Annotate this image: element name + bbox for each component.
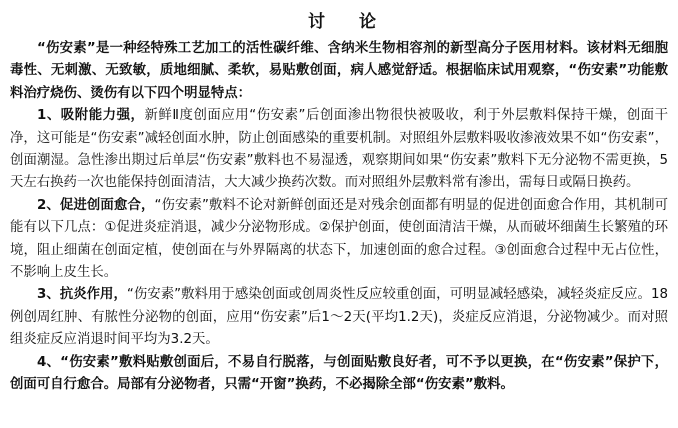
point-body-4: 4、“伤安素”敷料贴敷创面后，不易自行脱落，与创面贴敷良好者，可不予以更换，在“伤安素”保护下，创面可自行愈合。局部有分泌物者，只需“开窗”换药，不必揭除全部“伤安素”敷料。 bbox=[10, 354, 668, 393]
point-paragraph-3 bbox=[10, 284, 668, 351]
point-heading-3: 3、抗炎作用， bbox=[37, 287, 127, 303]
intro-paragraph: “伤安素”是一种经特殊工艺加工的活性碳纤维、含纳米生物相容剂的新型高分子医用材料。该材料无细胞毒性、无刺激、无致敏，质地细腻、柔软，易贴敷创面，病人感觉舒适。根据临床试用观察，“伤安素”功能敷料治疗烧伤、烫伤有以下四个明显特点： bbox=[10, 41, 668, 101]
page-title: 讨 论 bbox=[308, 12, 390, 32]
point-body-3: “伤安素”敷料用于感染创面或创周炎性反应较重创面，可明显减轻感染，减轻炎症反应。18例创周红肿、有脓性分泌物的创面，应用“伤安素”后1～2天(平均1.2天)，炎症反应消退，分泌物减少。而对照组炎症反应消退时间平均为3.2天。 bbox=[10, 287, 668, 348]
point-paragraph-4 bbox=[10, 352, 668, 397]
point-paragraph-1 bbox=[10, 105, 668, 195]
point-paragraph-2 bbox=[10, 195, 668, 285]
point-body-1: 新鲜Ⅱ度创面应用“伤安素”后创面渗出物很快被吸收，利于外层敷料保持干燥，创面干净，这可能是“伤安素”减轻创面水肿，防止创面感染的重要机制。对照组外层敷料吸收渗液效果不如“伤安素”，创面潮湿。急性渗出期过后单层“伤安素”敷料也不易湿透，观察期间如果“伤安素”敷料下无分泌物不需更换，5天左右换药一次也能保持创面清洁，大大减少换药次数。而对照组外层敷料常有渗出，需每日或隔日换药。 bbox=[10, 108, 668, 191]
point-body-2: “伤安素”敷料不论对新鲜创面还是对残余创面都有明显的促进创面愈合作用，其机制可能有以下几点：①促进炎症消退，减少分泌物形成。②保护创面，使创面清洁干燥，从而破坏细菌生长繁殖的环境，阻止细菌在创面定植，使创面在与外界隔离的状态下，加速创面的愈合过程。③创面愈合过程中无占位性，不影响上皮生长。 bbox=[10, 197, 668, 281]
point-heading-1: 1、吸附能力强， bbox=[37, 108, 145, 124]
point-heading-2: 2、促进创面愈合， bbox=[37, 197, 155, 213]
